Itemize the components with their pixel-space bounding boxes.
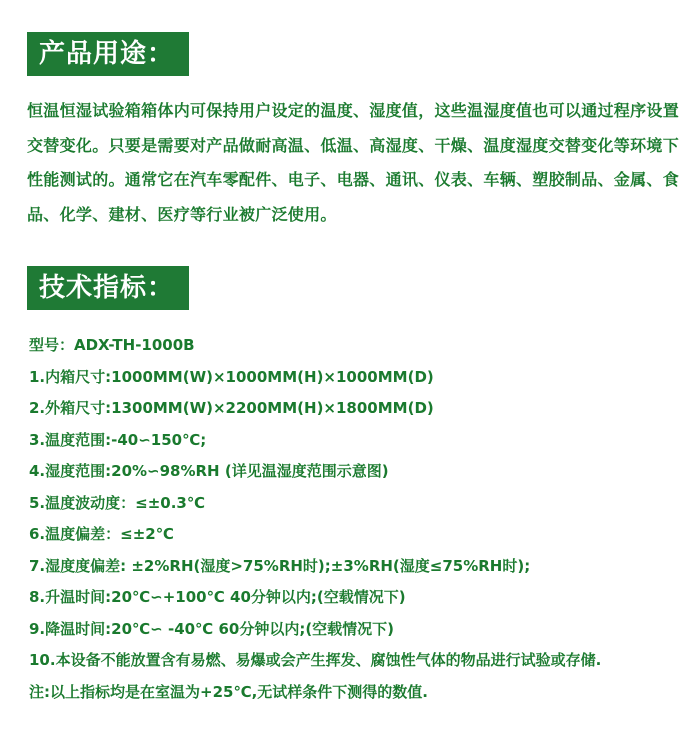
- spec-list: [29, 330, 689, 708]
- usage-heading: 产品用途：: [27, 32, 189, 76]
- spec-item-outer-size: 2.外箱尺寸:1300MM(W)×2200MM(H)×1800MM(D): [29, 399, 434, 417]
- spec-item-temp-deviation: 6.温度偏差：≤±2℃: [29, 525, 174, 543]
- spec-item-safety-note: 10.本设备不能放置含有易燃、易爆或会产生挥发、腐蚀性气体的物品进行试验或存储.: [29, 651, 602, 669]
- spec-item-humidity-range: 4.湿度范围:20%∽98%RH (详见温湿度范围示意图): [29, 462, 389, 480]
- spec-footnote: 注:以上指标均是在室温为+25℃,无试样条件下测得的数值.: [29, 682, 429, 701]
- usage-paragraph: 恒温恒湿试验箱箱体内可保持用户设定的温度、湿度值，这些温湿度值也可以通过程序设置交替变化。只要是需要对产品做耐高温、低温、高湿度、干燥、温度湿度交替变化等环境下性能测试的。通常它在汽车零配件、电子、电器、通讯、仪表、车辆、塑胶制品、金属、食品、化学、建材、医疗等行业被广泛使用。: [27, 101, 680, 224]
- spec-model: 型号：ADX-TH-1000B: [29, 336, 195, 354]
- spec-item-cooling-time: 9.降温时间:20℃∽ -40℃ 60分钟以内;(空载情况下): [29, 619, 395, 638]
- specs-heading: 技术指标：: [27, 266, 189, 310]
- spec-item-temp-range: 3.温度范围:-40∽150℃;: [29, 430, 207, 449]
- spec-item-humidity-deviation: 7.湿度度偏差: ±2%RH(湿度>75%RH时);±3%RH(湿度≤75%RH时);: [29, 556, 531, 575]
- spec-item-heating-time: 8.升温时间:20℃∽+100℃ 40分钟以内;(空载情况下): [29, 588, 406, 606]
- spec-item-inner-size: 1.内箱尺寸:1000MM(W)×1000MM(H)×1000MM(D): [29, 367, 434, 386]
- spec-item-temp-fluctuation: 5.温度波动度：≤±0.3℃: [29, 493, 206, 512]
